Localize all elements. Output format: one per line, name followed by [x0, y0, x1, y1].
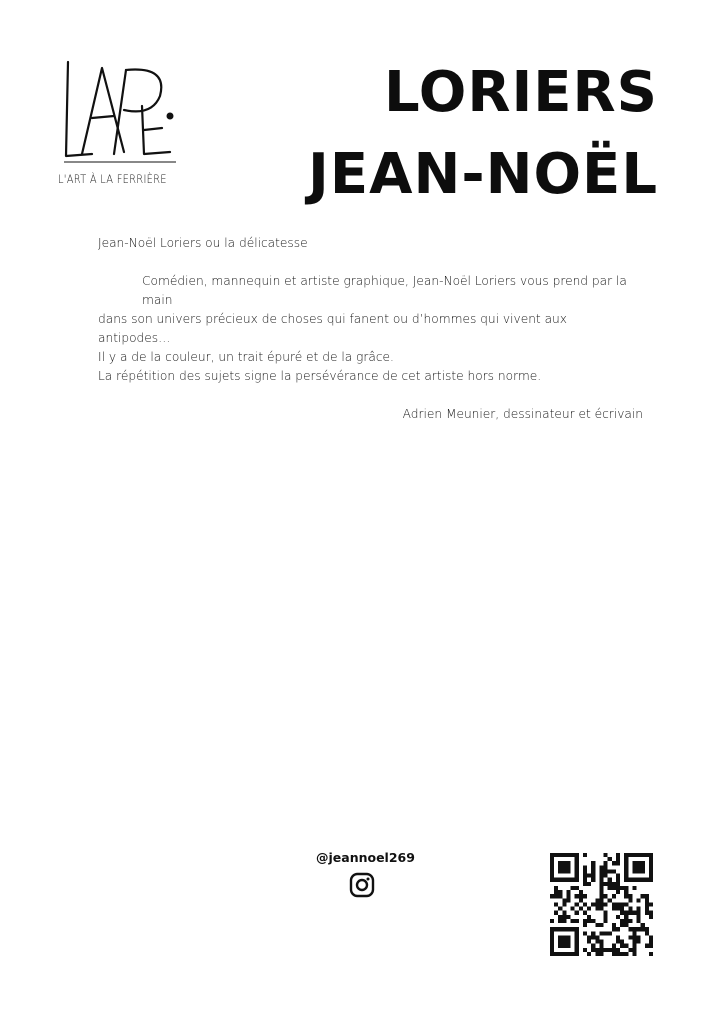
paragraph-line-4: La répétition des sujets signe la persévérance de cet artiste hors norme.	[98, 369, 542, 383]
paragraph-line-2: dans son univers précieux de choses qui fanent ou d’hommes qui vivent aux antipodes…	[98, 312, 567, 345]
paragraph-line-1: Comédien, mannequin et artiste graphique, Jean-Noël Loriers vous prend par la main	[142, 274, 627, 307]
instagram-handle[interactable]: @jeannoel269	[316, 850, 415, 865]
logo	[58, 58, 186, 194]
logo-caption: L'ART À LA FERRIÈRE	[58, 172, 167, 186]
qr-code-icon	[550, 853, 653, 956]
title-first-name: JEAN-NOËL	[308, 142, 658, 207]
logo-monogram	[58, 58, 186, 170]
title-last-name: LORIERS	[384, 60, 658, 125]
intro-line: Jean-Noël Loriers ou la délicatesse	[98, 236, 308, 250]
artist-description	[98, 234, 643, 424]
paragraph-line-3: Il y a de la couleur, un trait épuré et de la grâce.	[98, 350, 394, 364]
page-title	[308, 52, 658, 216]
author-signature: Adrien Meunier, dessinateur et écrivain	[402, 407, 643, 421]
instagram-icon[interactable]	[349, 872, 375, 898]
